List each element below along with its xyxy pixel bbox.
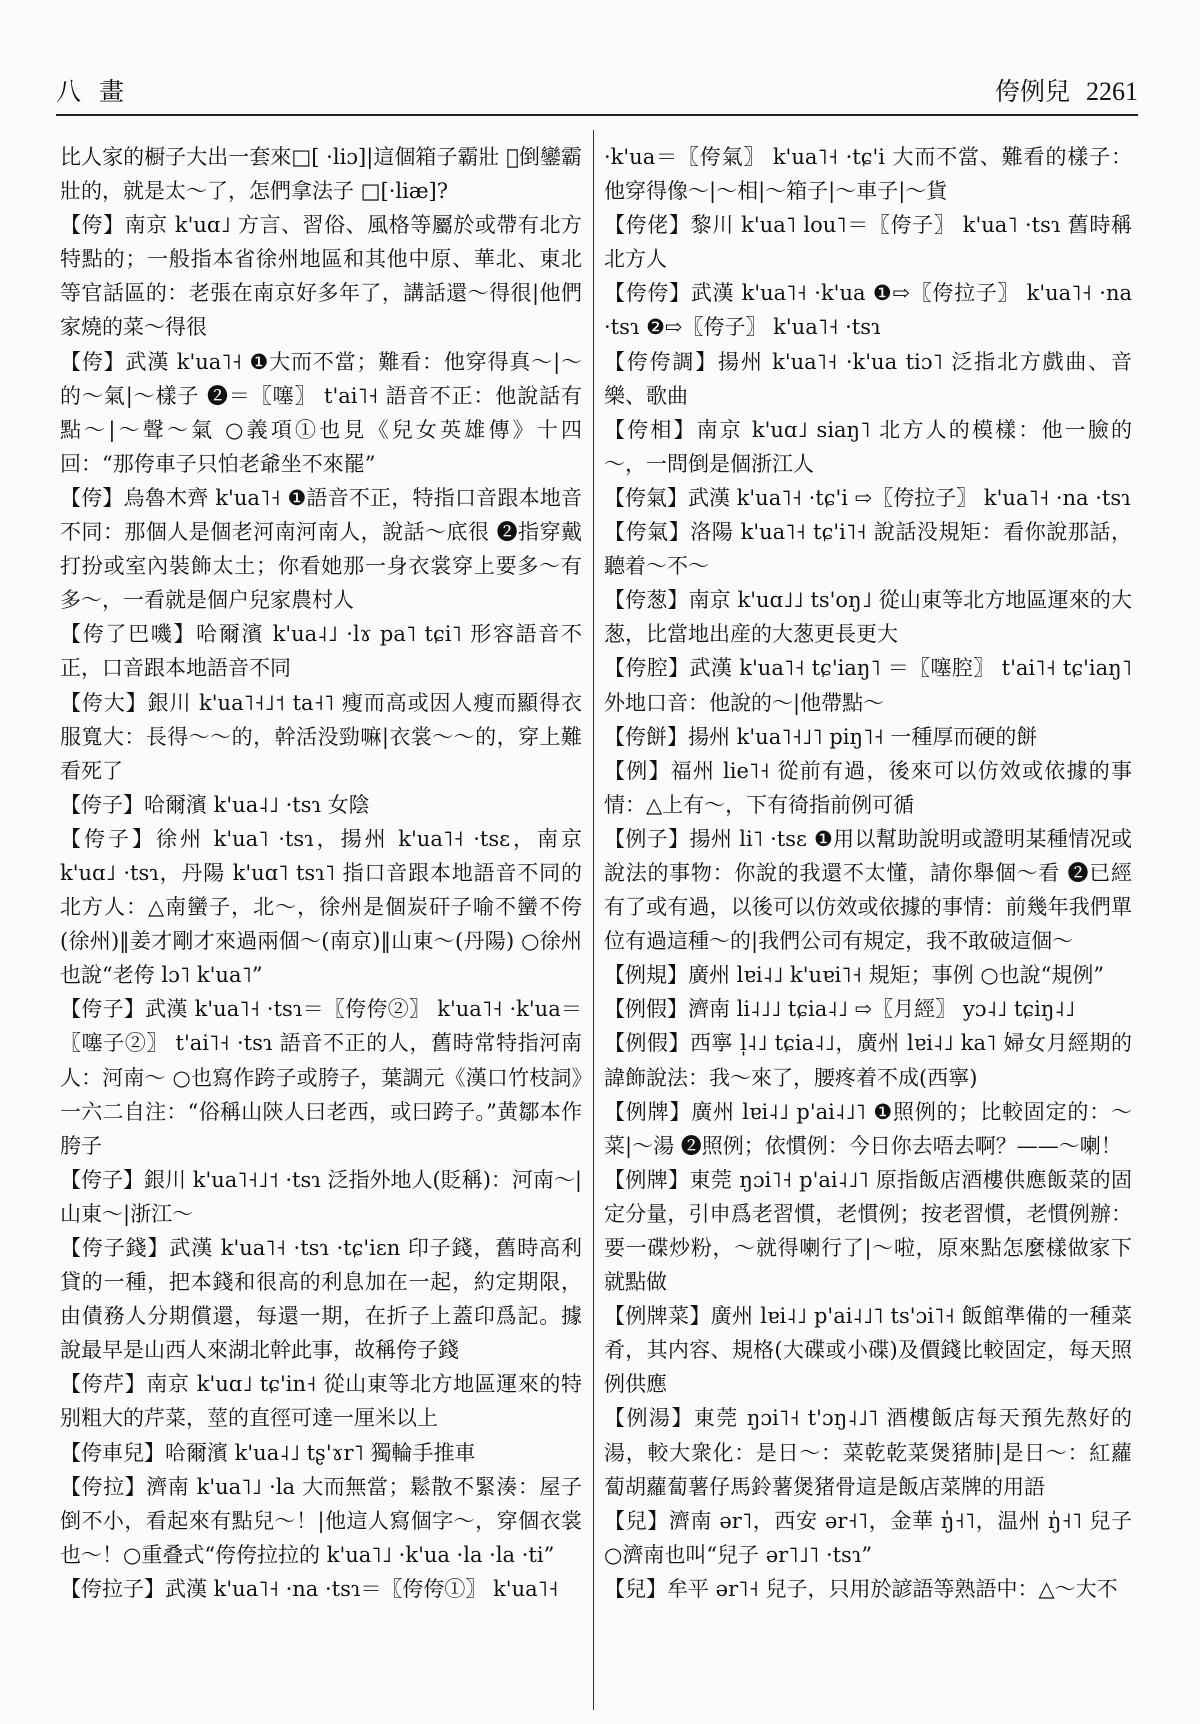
dictionary-entry: 【例子】揚州 li˥ ·tsɛ ❶用以幫助說明或證明某種情况或說法的事物：你說的我還不太懂，請你舉個～看 ❷已經有了或有過，以後可以仿效或依據的事情：前幾年我們單位有過這種～的|我們公司有規定，我不敢破這個～ (604, 826, 1132, 954)
dictionary-entry: 【例假】濟南 li˨˩˩ tɕia˨˩ ⇨〖月經〗 yɔ˨˩ tɕiŋ˨˩ (604, 997, 1076, 1022)
page-number: 2261 (1086, 77, 1138, 106)
dictionary-entry: 【侉車兒】哈爾濱 k'ua˨˩ tʂ'ɤr˥ 獨輪手推車 (60, 1440, 476, 1465)
dictionary-entry: 【侉餅】揚州 k'ua˥˧˩˥ piŋ˥˧ 一種厚而硬的餅 (604, 724, 1038, 749)
dictionary-entry: 【侉氣】武漢 k'ua˥˧ ·tɕ'i ⇨〖侉拉子〗 k'ua˥˧ ·na ·tsɿ (604, 485, 1131, 510)
dictionary-entry: 【侉子錢】武漢 k'ua˥˧ ·tsɿ ·tɕ'iɛn 印子錢，舊時高利貸的一種，把本錢和很高的利息加在一起，約定期限，由債務人分期償還，每還一期，在折子上蓋印爲記。據說最早是山西人來湖北幹此事，故稱侉子錢 (60, 1236, 582, 1363)
dictionary-entry: 【侉侉調】揚州 k'ua˥˧ ·k'ua tiɔ˥ 泛指北方戲曲、音樂、歌曲 (604, 349, 1132, 408)
dictionary-entry: 【例牌菜】廣州 lɐi˨˩ p'ai˨˩˥ ts'ɔi˥˧ 飯館準備的一種菜肴，其内容、規格(大碟或小碟)及價錢比較固定，每天照例供應 (604, 1304, 1132, 1397)
section-title: 八畫 (56, 77, 143, 106)
dictionary-entry: 【侉大】銀川 k'ua˥˧˩˦ ta˧˥ 瘦而高或因人瘦而顯得衣服寬大：長得～～的，幹活没勁嘛|衣裳～～的，穿上難看死了 (60, 690, 582, 783)
dictionary-entry: 【侉】南京 k'uɑ˩ 方言、習俗、風格等屬於或帶有北方特點的；一般指本省徐州地區和其他中原、華北、東北等官話區的：老張在南京好多年了，講話還～得很|他們家燒的菜～得很 (60, 213, 582, 340)
running-head (995, 72, 1138, 108)
dictionary-entry: ·k'ua＝〖侉氣〗 k'ua˥˧ ·tɕ'i 大而不當、難看的樣子：他穿得像～|～相|～箱子|～車子|～貨 (604, 145, 1132, 204)
left-column (60, 140, 582, 1710)
dictionary-entry: 【侉拉子】武漢 k'ua˥˧ ·na ·tsɿ＝〖侉侉①〗 k'ua˥˧ (60, 1576, 559, 1601)
column-divider (593, 130, 594, 1710)
dictionary-entry: 【侉子】銀川 k'ua˥˧˩˦ ·tsɿ 泛指外地人(貶稱)：河南～|山東～|浙江～ (60, 1167, 582, 1226)
page-header (56, 68, 1138, 112)
dictionary-entry: 【侉腔】武漢 k'ua˥˧ tɕ'iaŋ˥ ＝〖噻腔〗 t'ai˥˧ tɕ'iaŋ˥ 外地口音：他說的～|他帶點～ (604, 656, 1132, 715)
dictionary-entry: 【例假】西寧 l̩˨˩ tɕia˨˩，廣州 lɐi˨˩ ka˥ 婦女月經期的諱飾說法：我～來了，腰疼着不成(西寧) (604, 1031, 1132, 1090)
dictionary-entry: 【侉】武漢 k'ua˥˧ ❶大而不當；難看：他穿得真～|～的～氣|～樣子 ❷＝〖噻〗 t'ai˥˧ 語音不正：他說話有點～|～聲～氣 ○義項①也見《兒女英雄傳》十四回：“那侉車子只怕老爺坐不來罷” (60, 349, 582, 476)
dictionary-entry: 【侉子】哈爾濱 k'ua˨˩ ·tsɿ 女陰 (60, 792, 370, 817)
header-rule (56, 114, 1138, 116)
dictionary-entry: 【侉拉】濟南 k'ua˥˩ ·la 大而無當；鬆散不緊湊：屋子倒不小，看起來有點兒～！|他這人寫個字～，穿個衣裳也～！○重叠式“侉侉拉拉的 k'ua˥˩ ·k'ua ·la ·la ·ti” (60, 1474, 582, 1567)
dictionary-entry: 【例牌】東莞 ŋɔi˥˧ p'ai˨˩˥ 原指飯店酒樓供應飯菜的固定分量，引申爲老習慣，老慣例；按老習慣，老慣例辦：要一碟炒粉，～就得喇行了|～啦，原來點怎麼樣做家下就點做 (604, 1167, 1132, 1295)
dictionary-entry: 【例】福州 lie˥˧ 從前有過，後來可以仿效或依據的事情：△上有～，下有徛指前例可循 (604, 758, 1132, 817)
dictionary-entry: 【侉子】武漢 k'ua˥˧ ·tsɿ＝〖侉侉②〗 k'ua˥˧ ·k'ua＝〖噻子②〗 t'ai˥˧ ·tsɿ 語音不正的人，舊時常特指河南人：河南～ ○也寫作跨子或胯子，葉調元《漢口竹枝詞》一六二自注：“俗稱山陝人曰老西，或曰跨子。”黄鄒本作胯子 (60, 997, 582, 1158)
dictionary-entry: 【侉氣】洛陽 k'ua˥˧ tɕ'i˥˧ 說話没規矩：看你說那話，聽着～不～ (604, 520, 1132, 579)
dictionary-entry: 【例湯】東莞 ŋɔi˥˧ t'ɔŋ˨˩˥ 酒樓飯店每天預先熬好的湯，較大衆化：是日～：菜乾乾菜煲猪肺|是日～：紅蘿蔔胡蘿蔔薯仔馬鈴薯煲猪骨這是飯店菜牌的用語 (604, 1406, 1132, 1499)
dictionary-entry: 【侉佬】黎川 k'ua˥ lou˥＝〖侉子〗 k'ua˥ ·tsɿ 舊時稱北方人 (604, 213, 1132, 272)
dictionary-entry: 【侉子】徐州 k'ua˥ ·tsɿ，揚州 k'ua˥˧ ·tsɛ，南京 k'uɑ˩ ·tsɿ，丹陽 k'uɑ˥ tsɿ˥ 指口音跟本地語音不同的北方人：△南蠻子，北～，徐州是個炭矸子喻不蠻不侉(徐州)‖姜才剛才來過兩個～(南京)‖山東～(丹陽) ○徐州也說“老侉 lɔ˥ k'ua˥” (60, 826, 582, 988)
dictionary-entry: 【兒】牟平 ər˥˧ 兒子，只用於諺語等熟語中：△～大不 (604, 1576, 1118, 1601)
dictionary-entry: 【例規】廣州 lɐi˨˩ k'uɐi˥˧ 規矩；事例 ○也說“規例” (604, 963, 1105, 988)
dictionary-entry: 【侉相】南京 k'uɑ˩ siaŋ˥ 北方人的模樣：他一臉的～，一問倒是個浙江人 (604, 417, 1132, 476)
dictionary-entry: 【侉】烏魯木齊 k'ua˥˧ ❶語音不正，特指口音跟本地音不同：那個人是個老河南河南人，說話～底很 ❷指穿戴打扮或室內裝飾太土；你看她那一身衣裳穿上要多～有多～，一看就是個户兒家農村人 (60, 485, 582, 613)
dictionary-entry: 【例牌】廣州 lɐi˨˩ p'ai˨˩˥ ❶照例的；比較固定的：～菜|～湯 ❷照例；依慣例：今日你去唔去啊？——～喇！ (604, 1099, 1132, 1158)
running-headwords: 侉例兒 (994, 77, 1070, 106)
dictionary-entry: 【侉葱】南京 k'uɑ˩˩ ts'oŋ˩ 從山東等北方地區運來的大葱，比當地出産的大葱更長更大 (604, 588, 1132, 647)
dictionary-entry: 【侉侉】武漢 k'ua˥˧ ·k'ua ❶⇨〖侉拉子〗 k'ua˥˧ ·na ·tsɿ ❷⇨〖侉子〗 k'ua˥˧ ·tsɿ (604, 281, 1132, 340)
dictionary-entry: 【兒】濟南 ər˥，西安 ər˧˥，金華 ŋ̍˧˥，温州 ŋ̍˧˥ 兒子 ○濟南也叫“兒子 ər˥˩˥ ·tsɿ” (604, 1508, 1132, 1567)
dictionary-entry: 【侉芹】南京 k'uɑ˩ tɕ'in˧ 從山東等北方地區運來的特别粗大的芹菜，莖的直徑可達一厘米以上 (60, 1372, 582, 1431)
dictionary-entry: 【侉了巴嘰】哈爾濱 k'ua˨˩ ·lɤ pa˥ tɕi˥ 形容語音不正，口音跟本地語音不同 (60, 622, 582, 681)
dictionary-entry: 比人家的橱子大出一套來□[ ·liɔ]|這個箱子霸壯 𪦻倒鑾霸壯的，就是太～了，怎們拿法子 □[·liæ]? (60, 145, 582, 204)
right-column (604, 140, 1132, 1710)
